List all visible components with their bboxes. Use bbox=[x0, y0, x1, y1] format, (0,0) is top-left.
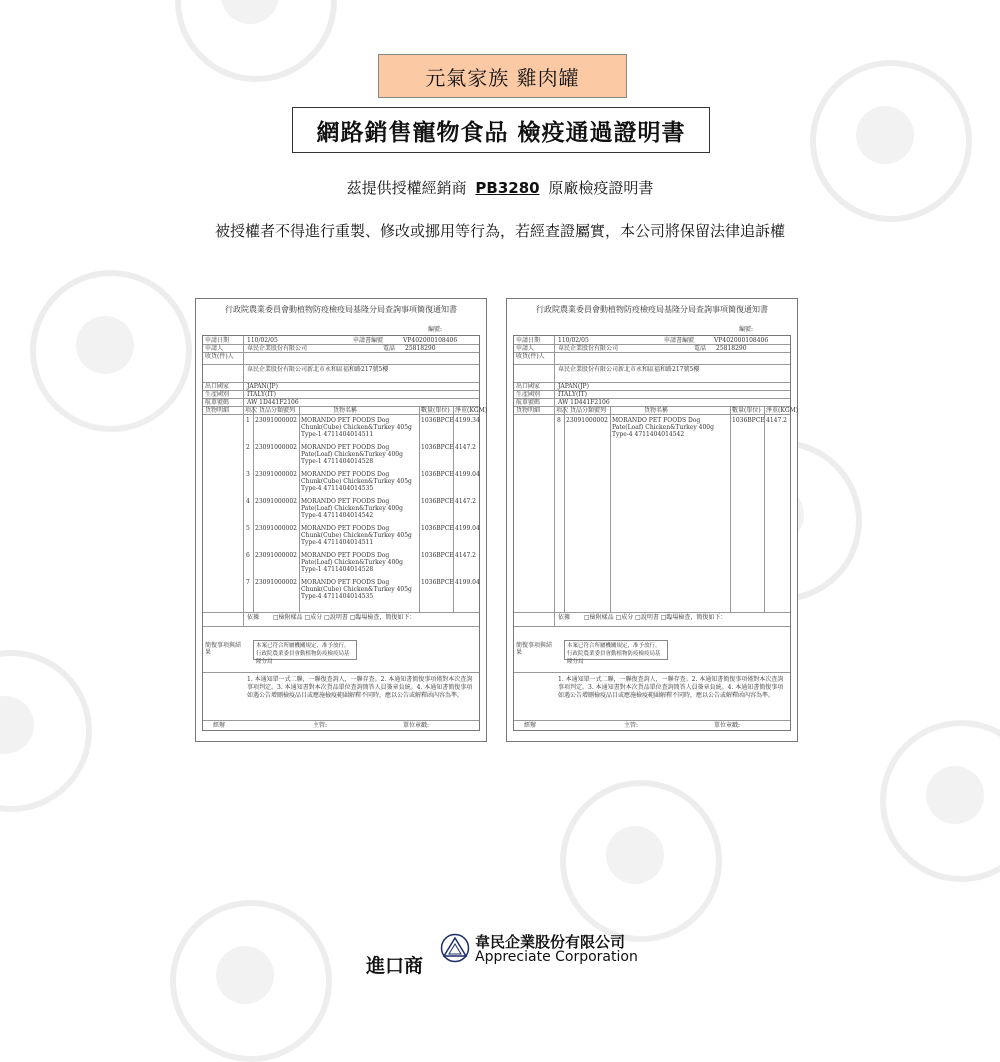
item-qty: 1036BPCE bbox=[421, 498, 454, 505]
col-code: 貨品分類號列 bbox=[570, 407, 607, 414]
item-qty: 1036BPCE bbox=[421, 579, 454, 586]
basis-label: 依據 bbox=[558, 614, 571, 621]
item-no: 8 bbox=[557, 417, 561, 424]
ref-label: 申請書編號 bbox=[353, 337, 384, 344]
item-name: MORANDO PET FOODS Dog Pate(Loaf) Chicken&Turkey 400g Type-4 4711404014542 bbox=[612, 417, 714, 438]
item-qty: 1036BPCE bbox=[421, 471, 454, 478]
col-name: 貨物名稱 bbox=[644, 407, 669, 414]
notes: 1. 本通知單一式二聯，一聯復查詢人，一聯存查。2. 本通知書簡復事項僅對本次查詢事項判定。3. 本通知書對本次貨品單位查詢簡答人員簽章負統。4. 本通知書簡復事項如遇公告增刪檢疫品目或應施檢疫範圍解釋不同時，應以公告或解釋函內容為準。 bbox=[558, 676, 784, 699]
sign-seal: 單位章戳: bbox=[403, 722, 430, 729]
quarantine-notice-1 bbox=[195, 298, 487, 742]
applicant-value: 韋民企業股份有限公司 bbox=[247, 345, 308, 352]
company-name-en: Appreciate Corporation bbox=[475, 949, 638, 965]
dealer-line bbox=[0, 177, 1000, 198]
item-no: 5 bbox=[246, 525, 250, 532]
notice-title: 行政院農業委員會動植物防疫檢疫局基隆分局查詢事項簡復通知書 bbox=[225, 305, 457, 314]
applicant-value: 韋民企業股份有限公司 bbox=[558, 345, 619, 352]
item-wt: 4147.2 bbox=[455, 444, 476, 451]
notice-title: 行政院農業委員會動植物防疫檢疫局基隆分局查詢事項簡復通知書 bbox=[536, 305, 768, 314]
col-no: 項次 bbox=[245, 407, 258, 414]
col-no: 項次 bbox=[556, 407, 569, 414]
awb-value: AW 1D441F2106 bbox=[558, 399, 610, 406]
origin-value: ITALY(IT) bbox=[558, 391, 587, 398]
items-table bbox=[554, 416, 790, 443]
notice-form bbox=[202, 335, 488, 731]
table-row bbox=[243, 551, 479, 578]
item-wt: 4199.34 bbox=[455, 417, 480, 424]
date-label: 申請日期 bbox=[516, 337, 541, 344]
tel-label: 電話 bbox=[383, 345, 396, 352]
items-table bbox=[243, 416, 479, 605]
table-row bbox=[243, 524, 479, 551]
applicant-label: 申請人 bbox=[205, 345, 224, 352]
item-code: 23091000002 bbox=[566, 417, 608, 424]
item-qty: 1036BPCE bbox=[421, 525, 454, 532]
awb-value: AW 1D441F2106 bbox=[247, 399, 299, 406]
awb-label: 航單號碼 bbox=[516, 399, 541, 406]
dealer-suffix: 原廠檢疫證明書 bbox=[548, 179, 654, 197]
item-qty: 1036BPCE bbox=[421, 417, 454, 424]
address-label: 收貨(件)人 bbox=[516, 353, 545, 360]
item-code: 23091000002 bbox=[255, 471, 297, 478]
item-wt: 4147.2 bbox=[455, 552, 476, 559]
sign-chief: 主管: bbox=[624, 722, 639, 729]
product-label: 元氣家族 雞肉罐 bbox=[378, 54, 627, 98]
legal-warning: 被授權者不得進行重製、修改或挪用等行為，若經查證屬實，本公司將保留法律追訴權 bbox=[214, 222, 785, 240]
stamp-remark: 本案已符合所屬機關規定，准予放行。行政院農業委員會動植物防疫檢疫局基隆分局 bbox=[253, 640, 357, 660]
tel-value: 25818290 bbox=[716, 345, 747, 352]
date-label: 申請日期 bbox=[205, 337, 230, 344]
item-wt: 4147.2 bbox=[455, 498, 476, 505]
export-value: JAPAN(JP) bbox=[247, 383, 278, 390]
basis-label: 依據 bbox=[247, 614, 260, 621]
item-no: 6 bbox=[246, 552, 250, 559]
watermark-seal bbox=[30, 270, 192, 432]
basis-value: □檢附樣品 □成分 □說明書 □臨場檢查，簡復如下： bbox=[584, 614, 727, 621]
importer-label: 進口商 bbox=[366, 955, 424, 977]
sign-seal: 單位章戳: bbox=[714, 722, 741, 729]
basis-value: □檢附樣品 □成分 □說明書 □臨場檢查，簡復如下： bbox=[273, 614, 416, 621]
item-name: MORANDO PET FOODS Dog Chunk(Cube) Chicken&Turkey 405g Type-4 4711404014511 bbox=[301, 525, 412, 546]
col-wt: 淨重(KGM) bbox=[766, 407, 799, 414]
item-code: 23091000002 bbox=[255, 444, 297, 451]
address-label: 收貨(件)人 bbox=[205, 353, 234, 360]
dealer-prefix: 茲提供授權經銷商 bbox=[346, 179, 467, 197]
notice-form bbox=[513, 335, 799, 731]
origin-label: 生產國別 bbox=[516, 391, 541, 398]
table-row bbox=[243, 416, 479, 443]
origin-label: 生產國別 bbox=[205, 391, 230, 398]
item-code: 23091000002 bbox=[255, 525, 297, 532]
item-name: MORANDO PET FOODS Dog Chunk(Cube) Chicken&Turkey 405g Type-4 4711404014535 bbox=[301, 579, 412, 600]
item-name: MORANDO PET FOODS Dog Chunk(Cube) Chicken&Turkey 405g Type-1 4711404014511 bbox=[301, 417, 412, 438]
item-name: MORANDO PET FOODS Dog Pate(Loaf) Chicken&Turkey 400g Type-4 4711404014542 bbox=[301, 498, 403, 519]
item-qty: 1036BPCE bbox=[732, 417, 765, 424]
certificate-title: 網路銷售寵物食品 檢疫通過證明書 bbox=[292, 107, 710, 153]
ref-value: VP402000108406 bbox=[714, 337, 769, 344]
notice-number-label: 編號: bbox=[738, 326, 753, 333]
items-label: 貨物明細 bbox=[516, 407, 541, 414]
col-wt: 淨重(KGM) bbox=[455, 407, 488, 414]
item-qty: 1036BPCE bbox=[421, 552, 454, 559]
export-label: 出口國家 bbox=[205, 383, 230, 390]
ref-value: VP402000108406 bbox=[403, 337, 458, 344]
item-name: MORANDO PET FOODS Dog Pate(Loaf) Chicken&Turkey 400g Type-1 4711404014528 bbox=[301, 552, 403, 573]
col-code: 貨品分類號列 bbox=[259, 407, 296, 414]
stamp-remark: 本案已符合所屬機關規定，准予放行。行政院農業委員會動植物防疫檢疫局基隆分局 bbox=[564, 640, 668, 660]
col-name: 貨物名稱 bbox=[333, 407, 358, 414]
sign-staff: 經辦 bbox=[213, 722, 226, 729]
item-wt: 4199.04 bbox=[455, 525, 480, 532]
date-value: 110/02/05 bbox=[247, 337, 278, 344]
applicant-label: 申請人 bbox=[516, 345, 535, 352]
item-qty: 1036BPCE bbox=[421, 444, 454, 451]
table-row bbox=[243, 443, 479, 470]
date-value: 110/02/05 bbox=[558, 337, 589, 344]
notes: 1. 本通知單一式二聯，一聯復查詢人，一聯存查。2. 本通知書簡復事項僅對本次查詢事項判定。3. 本通知書對本次貨品單位查詢簡答人員簽章負統。4. 本通知書簡復事項如遇公告增刪檢疫品目或應施檢疫範圍解釋不同時，應以公告或解釋函內容為準。 bbox=[247, 676, 473, 699]
table-row bbox=[554, 416, 790, 443]
item-name: MORANDO PET FOODS Dog Chunk(Cube) Chicken&Turkey 405g Type-4 4711404014535 bbox=[301, 471, 412, 492]
col-qty: 數量(單位) bbox=[421, 407, 450, 414]
col-qty: 數量(單位) bbox=[732, 407, 761, 414]
item-no: 2 bbox=[246, 444, 250, 451]
watermark-seal bbox=[560, 780, 722, 942]
item-name: MORANDO PET FOODS Dog Pate(Loaf) Chicken&Turkey 400g Type-1 4711404014528 bbox=[301, 444, 403, 465]
watermark-seal bbox=[880, 720, 1000, 882]
quarantine-notice-2 bbox=[506, 298, 798, 742]
address-value: 韋民企業股份有限公司新北市永和區福和路217號5樓 bbox=[247, 366, 389, 373]
item-no: 1 bbox=[246, 417, 250, 424]
export-label: 出口國家 bbox=[516, 383, 541, 390]
item-no: 7 bbox=[246, 579, 250, 586]
watermark-seal bbox=[0, 650, 92, 812]
item-code: 23091000002 bbox=[255, 417, 297, 424]
export-value: JAPAN(JP) bbox=[558, 383, 589, 390]
watermark-seal bbox=[170, 900, 332, 1062]
item-code: 23091000002 bbox=[255, 552, 297, 559]
awb-label: 航單號碼 bbox=[205, 399, 230, 406]
tel-value: 25818290 bbox=[405, 345, 436, 352]
reply-label: 簡復事項與結果 bbox=[205, 642, 242, 656]
item-code: 23091000002 bbox=[255, 579, 297, 586]
item-no: 3 bbox=[246, 471, 250, 478]
sign-staff: 經辦 bbox=[524, 722, 537, 729]
reply-label: 簡復事項與結果 bbox=[516, 642, 553, 656]
sign-chief: 主管: bbox=[313, 722, 328, 729]
item-wt: 4199.04 bbox=[455, 471, 480, 478]
items-label: 貨物明細 bbox=[205, 407, 230, 414]
notice-number-label: 編號: bbox=[427, 326, 442, 333]
ref-label: 申請書編號 bbox=[664, 337, 695, 344]
item-wt: 4147.2 bbox=[766, 417, 787, 424]
item-code: 23091000002 bbox=[255, 498, 297, 505]
dealer-code: PB3280 bbox=[475, 179, 540, 197]
triangle-logo-icon bbox=[440, 933, 470, 963]
address-value: 韋民企業股份有限公司新北市永和區福和路217號5樓 bbox=[558, 366, 700, 373]
table-row bbox=[243, 470, 479, 497]
table-row bbox=[243, 578, 479, 605]
item-wt: 4199.04 bbox=[455, 579, 480, 586]
tel-label: 電話 bbox=[694, 345, 707, 352]
importer-footer bbox=[0, 929, 1000, 979]
company-name-cn: 韋民企業股份有限公司 bbox=[475, 933, 626, 951]
origin-value: ITALY(IT) bbox=[247, 391, 276, 398]
table-row bbox=[243, 497, 479, 524]
item-no: 4 bbox=[246, 498, 250, 505]
watermark-seal bbox=[175, 0, 337, 82]
